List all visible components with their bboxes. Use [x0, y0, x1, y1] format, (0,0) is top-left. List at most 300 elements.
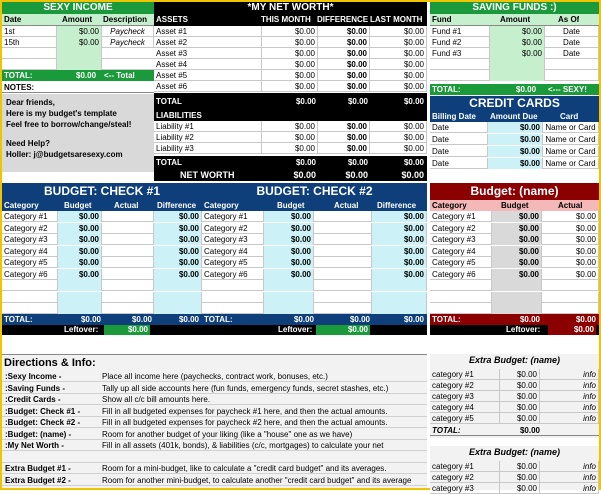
budget-category-cell[interactable]: [202, 280, 264, 291]
networth-header-row: [154, 14, 427, 26]
budget-check2-leftover-label: Leftover:: [278, 325, 313, 334]
help-line: Holler: j@budgetsaresexy.com: [6, 150, 123, 159]
credit-rows: [430, 122, 599, 170]
budget-name-total-label: TOTAL:: [432, 315, 461, 324]
table-row: [2, 292, 202, 303]
fund-amount-cell[interactable]: $0.00: [490, 26, 545, 37]
asset-name-cell[interactable]: Asset #5: [154, 70, 262, 81]
budget-check1-rows: [2, 211, 202, 314]
asset-name-cell[interactable]: Asset #4: [154, 59, 262, 70]
budget-check2-col-actual: Actual: [334, 201, 359, 210]
extra-category-cell[interactable]: category #4: [430, 402, 500, 413]
credit-date-cell[interactable]: Date: [430, 122, 488, 133]
assets-total-label: TOTAL: [156, 97, 182, 106]
budget-category-cell[interactable]: Category #3: [430, 234, 492, 245]
fund-amount-cell[interactable]: [490, 59, 545, 70]
budget-actual-cell[interactable]: [314, 234, 372, 245]
budget-diff-cell: [372, 280, 427, 291]
credit-section: [430, 96, 599, 176]
credit-title: CREDIT CARDS: [430, 96, 599, 111]
directions-key: :Sexy Income -: [5, 372, 62, 381]
asset-this-cell[interactable]: $0.00: [262, 59, 318, 70]
extra-category-cell[interactable]: category #2: [430, 380, 500, 391]
asset-name-cell[interactable]: Asset #1: [154, 26, 262, 37]
income-total-row: [2, 70, 154, 81]
credit-col-billing-date: Billing Date: [432, 112, 477, 121]
budget-check1-leftover-row: [2, 325, 202, 335]
budget-category-cell[interactable]: Category #3: [2, 234, 58, 245]
asset-last-cell[interactable]: $0.00: [370, 26, 427, 37]
budget-category-cell[interactable]: Category #2: [430, 223, 492, 234]
budget-category-cell[interactable]: Category #5: [202, 257, 264, 268]
budget-amount-cell[interactable]: [264, 292, 314, 303]
extra-info-cell[interactable]: info: [540, 369, 599, 380]
budget-check1-total-diff: $0.00: [178, 315, 199, 324]
credit-amount-cell[interactable]: $0.00: [488, 122, 543, 133]
budget-amount-cell[interactable]: $0.00: [58, 223, 102, 234]
budget-amount-cell[interactable]: $0.00: [58, 211, 102, 222]
saving-col-fund: Fund: [432, 15, 452, 24]
budget-actual-cell[interactable]: $0.00: [542, 246, 599, 257]
table-row: [430, 380, 599, 391]
liability-name-cell[interactable]: Liability #1: [154, 121, 262, 132]
directions-key: :Budget: Check #2 -: [5, 418, 81, 427]
networth-col-last-month: LAST MONTH: [370, 15, 423, 24]
budget-amount-cell[interactable]: [58, 292, 102, 303]
income-desc-cell[interactable]: Paycheck: [102, 37, 154, 48]
income-amount-cell[interactable]: $0.00: [57, 37, 102, 48]
budget-category-cell[interactable]: Category #4: [202, 246, 264, 257]
extra-info-cell[interactable]: info: [540, 413, 599, 424]
budget-amount-cell[interactable]: $0.00: [492, 257, 542, 268]
budget-check1-section: [2, 183, 202, 335]
income-date-cell[interactable]: 15th: [2, 37, 57, 48]
budget-category-cell[interactable]: [430, 280, 492, 291]
budget-actual-cell[interactable]: [314, 211, 372, 222]
budget-actual-cell[interactable]: [102, 223, 154, 234]
income-col-amount: Amount: [62, 15, 93, 24]
budget-category-cell[interactable]: [430, 292, 492, 303]
table-row: [202, 223, 427, 234]
budget-actual-cell[interactable]: [542, 303, 599, 314]
budget-diff-cell: $0.00: [154, 257, 202, 268]
extra-info-cell[interactable]: info: [540, 380, 599, 391]
saving-total-value: $0.00: [516, 85, 537, 94]
budget-amount-cell[interactable]: $0.00: [264, 246, 314, 257]
directions-section: [2, 354, 427, 488]
directions-text: Fill in all assets (401k, bonds), & liabilities (c/c, mortgages) to calculate your net: [102, 441, 384, 450]
budget-amount-cell[interactable]: $0.00: [492, 211, 542, 222]
fund-name-cell[interactable]: [430, 70, 490, 81]
budget-actual-cell[interactable]: [314, 246, 372, 257]
budget-check2-section: [202, 183, 427, 335]
fund-asof-cell[interactable]: Date: [545, 26, 599, 37]
budget-actual-cell[interactable]: [314, 303, 372, 314]
saving-total-note: <--- SEXY!: [548, 85, 587, 94]
table-row: [154, 48, 427, 59]
table-row: [202, 257, 427, 268]
credit-col-amount-due: Amount Due: [490, 112, 538, 121]
table-row: [430, 211, 599, 222]
budget-amount-cell[interactable]: $0.00: [264, 211, 314, 222]
extra-amount-cell[interactable]: $0.00: [500, 413, 540, 424]
budget-name-header-row: [430, 200, 599, 211]
asset-name-cell[interactable]: Asset #2: [154, 37, 262, 48]
liabilities-header: [154, 109, 427, 121]
budget-actual-cell[interactable]: $0.00: [542, 223, 599, 234]
table-row: [202, 234, 427, 245]
income-rows: [2, 26, 154, 70]
liability-this-cell[interactable]: $0.00: [262, 143, 318, 154]
budget-name-title: Budget: (name): [430, 183, 599, 200]
budget-name-total-budget: $0.00: [519, 315, 540, 324]
table-row: [2, 26, 154, 37]
budget-actual-cell[interactable]: [102, 292, 154, 303]
extra-category-cell[interactable]: category #1: [430, 369, 500, 380]
directions-text: Fill in all budgeted expenses for paycheck #2 here, and then the actual amounts.: [102, 418, 388, 427]
budget-amount-cell[interactable]: $0.00: [492, 269, 542, 280]
table-row: [430, 402, 599, 413]
liabilities-rows: [154, 121, 427, 154]
budget-category-cell[interactable]: Category #1: [430, 211, 492, 222]
table-row: [2, 37, 154, 48]
budget-diff-cell: $0.00: [154, 234, 202, 245]
table-row: [2, 48, 154, 59]
budget-actual-cell[interactable]: [102, 234, 154, 245]
budget-amount-cell[interactable]: [492, 303, 542, 314]
table-row: [2, 234, 202, 245]
directions-item: [2, 475, 427, 486]
extra-amount-cell[interactable]: $0.00: [500, 483, 540, 494]
extra-info-cell[interactable]: info: [540, 461, 599, 472]
budget-check2-col-budget: Budget: [277, 201, 305, 210]
liabilities-label: LIABILITIES: [156, 111, 202, 120]
note-line: Here is my budget's template: [6, 109, 117, 118]
table-row: [430, 461, 599, 472]
budget-category-cell[interactable]: Category #5: [430, 257, 492, 268]
extra-amount-cell[interactable]: $0.00: [500, 461, 540, 472]
budget-amount-cell[interactable]: $0.00: [264, 234, 314, 245]
income-header-row: [2, 14, 154, 26]
budget-diff-cell: [154, 303, 202, 314]
liability-diff-cell: $0.00: [318, 132, 370, 143]
table-row: [430, 134, 599, 145]
budget-actual-cell[interactable]: $0.00: [542, 234, 599, 245]
budget-category-cell[interactable]: Category #4: [2, 246, 58, 257]
budget-actual-cell[interactable]: [542, 292, 599, 303]
table-row: [202, 292, 427, 303]
directions-item: [2, 452, 427, 463]
credit-card-cell[interactable]: Name or Card: [543, 146, 599, 157]
extra-amount-cell[interactable]: $0.00: [500, 369, 540, 380]
fund-amount-cell[interactable]: [490, 70, 545, 81]
asset-this-cell[interactable]: $0.00: [262, 81, 318, 92]
credit-amount-cell[interactable]: $0.00: [488, 134, 543, 145]
budget-category-cell[interactable]: Category #3: [202, 234, 264, 245]
budget-diff-cell: [154, 292, 202, 303]
budget-actual-cell[interactable]: [314, 269, 372, 280]
budget-diff-cell: $0.00: [154, 269, 202, 280]
extra-info-cell[interactable]: info: [540, 472, 599, 483]
liability-diff-cell: $0.00: [318, 143, 370, 154]
liability-last-cell[interactable]: $0.00: [370, 143, 427, 154]
budget-category-cell[interactable]: [430, 303, 492, 314]
asset-last-cell[interactable]: $0.00: [370, 59, 427, 70]
budget-check1-total-budget: $0.00: [80, 315, 101, 324]
extra-budget1-title: Extra Budget: (name): [468, 355, 560, 365]
budget-actual-cell[interactable]: [102, 257, 154, 268]
budget-diff-cell: $0.00: [372, 211, 427, 222]
note-line: Dear friends,: [6, 98, 55, 107]
extra-category-cell[interactable]: category #3: [430, 391, 500, 402]
budget-name-col-category: Category: [432, 201, 467, 210]
extra-category-cell[interactable]: category #2: [430, 472, 500, 483]
budget-amount-cell[interactable]: $0.00: [492, 246, 542, 257]
directions-text: Tally up all side accounts here (fun funds, emergency funds, secret stashes, etc.): [102, 383, 389, 393]
budget-amount-cell[interactable]: $0.00: [58, 257, 102, 268]
budget-diff-cell: $0.00: [372, 269, 427, 280]
asset-last-cell[interactable]: $0.00: [370, 37, 427, 48]
budget-actual-cell[interactable]: [102, 303, 154, 314]
budget-category-cell[interactable]: Category #6: [430, 269, 492, 280]
asset-this-cell[interactable]: $0.00: [262, 70, 318, 81]
asset-this-cell[interactable]: $0.00: [262, 26, 318, 37]
table-row: [430, 472, 599, 483]
credit-card-cell[interactable]: Name or Card: [543, 158, 599, 169]
budget-actual-cell[interactable]: $0.00: [542, 211, 599, 222]
fund-name-cell[interactable]: [430, 59, 490, 70]
liability-last-cell[interactable]: $0.00: [370, 132, 427, 143]
budget-diff-cell: $0.00: [372, 234, 427, 245]
credit-card-cell[interactable]: Name or Card: [543, 134, 599, 145]
net-worth-diff: $0.00: [345, 170, 368, 180]
extra-info-cell[interactable]: info: [540, 402, 599, 413]
net-worth-last: $0.00: [401, 170, 424, 180]
table-row: [430, 158, 599, 169]
budget-diff-cell: [372, 303, 427, 314]
saving-section: [430, 2, 599, 96]
budget-check1-leftover-value: $0.00: [104, 325, 150, 335]
notes-header: [2, 82, 154, 93]
budget-category-cell[interactable]: Category #1: [202, 211, 264, 222]
extra-budget1-total-row: [430, 425, 599, 436]
income-amount-cell[interactable]: $0.00: [57, 26, 102, 37]
credit-amount-cell[interactable]: $0.00: [488, 146, 543, 157]
extra-info-cell[interactable]: info: [540, 483, 599, 494]
extra-budget1-total-value: $0.00: [519, 426, 540, 435]
table-row: [154, 143, 427, 154]
credit-col-card: Card: [560, 112, 579, 121]
credit-amount-cell[interactable]: $0.00: [488, 158, 543, 169]
asset-this-cell[interactable]: $0.00: [262, 48, 318, 59]
budget-amount-cell[interactable]: $0.00: [58, 246, 102, 257]
directions-key: :Credit Cards -: [5, 395, 61, 404]
budget-actual-cell[interactable]: [314, 223, 372, 234]
table-row: [430, 122, 599, 133]
budget-amount-cell[interactable]: $0.00: [492, 234, 542, 245]
saving-col-amount: Amount: [500, 15, 531, 24]
networth-col-difference: DIFFERENCE: [317, 15, 369, 24]
budget-amount-cell[interactable]: $0.00: [58, 269, 102, 280]
directions-text: Room for a mini-budget, like to calculate a "credit card budget" and its averages.: [102, 464, 387, 473]
directions-item: [2, 417, 427, 428]
fund-asof-cell[interactable]: Date: [545, 37, 599, 48]
budget-category-cell[interactable]: Category #6: [202, 269, 264, 280]
budget-category-cell[interactable]: Category #2: [202, 223, 264, 234]
budget-category-cell[interactable]: Category #2: [2, 223, 58, 234]
liability-name-cell[interactable]: Liability #3: [154, 143, 262, 154]
liability-last-cell[interactable]: $0.00: [370, 121, 427, 132]
asset-diff-cell: $0.00: [318, 48, 370, 59]
budget-category-cell[interactable]: Category #1: [2, 211, 58, 222]
directions-text: Room for another mini-budget, to calculate another "credit card budget" and its average: [102, 475, 412, 485]
budget-amount-cell[interactable]: [492, 292, 542, 303]
table-row: [430, 303, 599, 314]
budget-category-cell[interactable]: [202, 292, 264, 303]
budget-amount-cell[interactable]: $0.00: [492, 223, 542, 234]
budget-actual-cell[interactable]: [102, 211, 154, 222]
budget-check1-total-label: TOTAL:: [4, 315, 33, 324]
liabilities-total-label: TOTAL: [156, 158, 182, 167]
credit-date-cell[interactable]: Date: [430, 158, 488, 169]
fund-asof-cell[interactable]: Date: [545, 48, 599, 59]
table-row: [430, 48, 599, 59]
credit-card-cell[interactable]: Name or Card: [543, 122, 599, 133]
budget-category-cell[interactable]: [2, 280, 58, 291]
budget-diff-cell: $0.00: [372, 246, 427, 257]
extra-amount-cell[interactable]: $0.00: [500, 402, 540, 413]
asset-last-cell[interactable]: $0.00: [370, 48, 427, 59]
budget-name-leftover-row: [430, 325, 599, 335]
table-row: [430, 269, 599, 280]
budget-check1-header-row: [2, 200, 202, 211]
budget-diff-cell: [154, 280, 202, 291]
extra-budget2-section: [430, 446, 599, 493]
table-row: [202, 269, 427, 280]
table-row: [154, 81, 427, 92]
budget-amount-cell[interactable]: [58, 280, 102, 291]
credit-date-cell[interactable]: Date: [430, 146, 488, 157]
income-date-cell[interactable]: 1st: [2, 26, 57, 37]
asset-last-cell[interactable]: $0.00: [370, 81, 427, 92]
budget-amount-cell[interactable]: $0.00: [264, 257, 314, 268]
fund-asof-cell[interactable]: [545, 70, 599, 81]
fund-amount-cell[interactable]: $0.00: [490, 37, 545, 48]
table-row: [154, 37, 427, 48]
asset-diff-cell: $0.00: [318, 70, 370, 81]
notes-box[interactable]: [2, 94, 154, 172]
budget-diff-cell: $0.00: [154, 211, 202, 222]
income-col-description: Description: [103, 15, 148, 24]
income-desc-cell[interactable]: Paycheck: [102, 26, 154, 37]
asset-name-cell[interactable]: Asset #3: [154, 48, 262, 59]
directions-key: :My Net Worth -: [5, 441, 64, 450]
budget-actual-cell[interactable]: $0.00: [542, 257, 599, 268]
directions-list: [2, 371, 427, 487]
budget-check1-leftover-label: Leftover:: [64, 325, 99, 334]
directions-key: :Budget: Check #1 -: [5, 406, 81, 416]
budget-actual-cell[interactable]: [542, 280, 599, 291]
budget-category-cell[interactable]: [2, 303, 58, 314]
table-row: [2, 257, 202, 268]
budget-check1-col-difference: Difference: [157, 201, 197, 210]
net-worth-row: [154, 168, 427, 181]
budget-amount-cell[interactable]: [264, 280, 314, 291]
liability-this-cell[interactable]: $0.00: [262, 121, 318, 132]
budget-category-cell[interactable]: [202, 303, 264, 314]
fund-name-cell[interactable]: Fund #3: [430, 48, 490, 59]
fund-name-cell[interactable]: Fund #1: [430, 26, 490, 37]
income-col-date: Date: [4, 15, 22, 24]
directions-text: Room for another budget of your liking (like a "house" one as we have): [102, 429, 353, 439]
extra-category-cell[interactable]: category #5: [430, 413, 500, 424]
table-row: [430, 391, 599, 402]
table-row: [154, 121, 427, 132]
budget-category-cell[interactable]: Category #6: [2, 269, 58, 280]
extra-category-cell[interactable]: category #3: [430, 483, 500, 494]
table-row: [202, 246, 427, 257]
budget-category-cell[interactable]: Category #5: [2, 257, 58, 268]
table-row: [430, 246, 599, 257]
budget-amount-cell[interactable]: [58, 303, 102, 314]
saving-total-row: [430, 84, 599, 95]
fund-name-cell[interactable]: Fund #2: [430, 37, 490, 48]
budget-actual-cell[interactable]: [314, 292, 372, 303]
asset-name-cell[interactable]: Asset #6: [154, 81, 262, 92]
saving-total-label: TOTAL:: [432, 85, 461, 94]
budget-check2-total-row: [202, 314, 427, 325]
budget-amount-cell[interactable]: $0.00: [58, 234, 102, 245]
fund-asof-cell[interactable]: [545, 59, 599, 70]
extra-amount-cell[interactable]: $0.00: [500, 391, 540, 402]
extra-amount-cell[interactable]: $0.00: [500, 380, 540, 391]
asset-this-cell[interactable]: $0.00: [262, 37, 318, 48]
budget-check1-total-actual: $0.00: [131, 315, 152, 324]
table-row: [202, 303, 427, 314]
budget-category-cell[interactable]: [2, 292, 58, 303]
budget-amount-cell[interactable]: [264, 303, 314, 314]
budget-amount-cell[interactable]: $0.00: [264, 269, 314, 280]
budget-actual-cell[interactable]: [314, 257, 372, 268]
budget-actual-cell[interactable]: [102, 280, 154, 291]
budget-diff-cell: $0.00: [154, 223, 202, 234]
extra-amount-cell[interactable]: $0.00: [500, 472, 540, 483]
table-row: [2, 303, 202, 314]
budget-actual-cell[interactable]: [314, 280, 372, 291]
extra-info-cell[interactable]: info: [540, 391, 599, 402]
fund-amount-cell[interactable]: $0.00: [490, 48, 545, 59]
table-row: [154, 132, 427, 143]
credit-date-cell[interactable]: Date: [430, 134, 488, 145]
budget-actual-cell[interactable]: [102, 269, 154, 280]
extra-budget2-title: Extra Budget: (name): [468, 447, 560, 457]
budget-actual-cell[interactable]: [102, 246, 154, 257]
budget-category-cell[interactable]: Category #4: [430, 246, 492, 257]
asset-last-cell[interactable]: $0.00: [370, 70, 427, 81]
budget-amount-cell[interactable]: $0.00: [264, 223, 314, 234]
table-row: [430, 483, 599, 494]
budget-actual-cell[interactable]: $0.00: [542, 269, 599, 280]
liability-name-cell[interactable]: Liability #2: [154, 132, 262, 143]
table-row: [2, 269, 202, 280]
extra-category-cell[interactable]: category #1: [430, 461, 500, 472]
budget-check2-leftover-row: [202, 325, 427, 335]
liability-this-cell[interactable]: $0.00: [262, 132, 318, 143]
asset-diff-cell: $0.00: [318, 37, 370, 48]
budget-amount-cell[interactable]: [492, 280, 542, 291]
table-row: [2, 223, 202, 234]
directions-item: [2, 371, 427, 382]
